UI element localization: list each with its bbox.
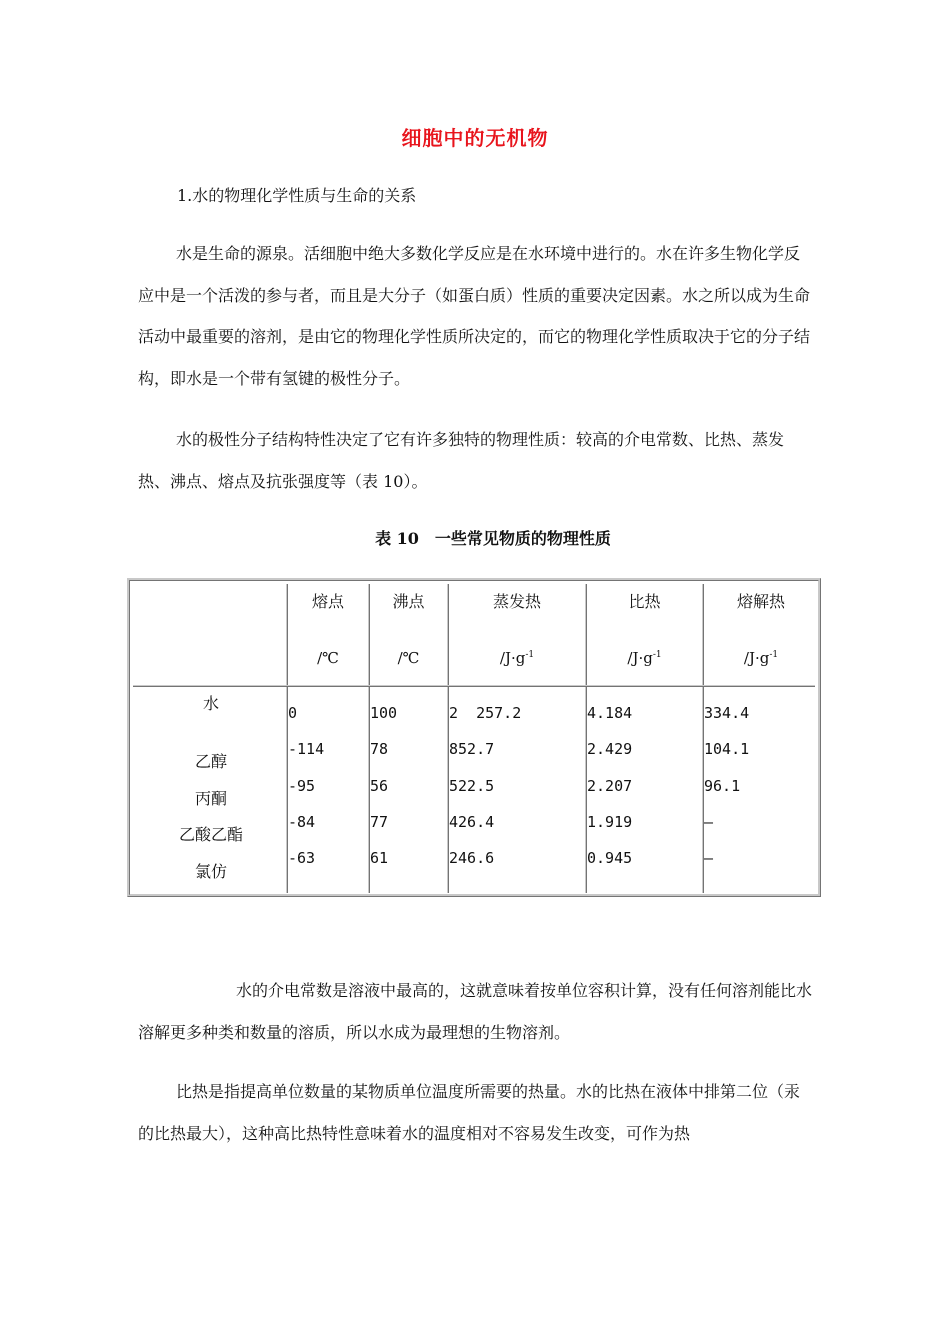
row-name-chloroform: 氯仿 xyxy=(194,862,227,881)
table-cell: 4.184 xyxy=(587,704,633,722)
paragraph-1: 水是生命的源泉。活细胞中绝大多数化学反应是在水环境中进行的。水在许多生物化学反应中是一个活泼的参与者，而且是大分子（如蛋白质）性质的重要决定因素。水之所以成为生命活动中最重要的溶剂，是由它的物理化学性质所决定的，而它的物理化学性质取决于它的分子结构，即水是一个带有氢键的极性分子。 xyxy=(138,244,811,388)
table-cell: 77 xyxy=(370,813,389,831)
table-cell: 2.207 xyxy=(587,777,633,795)
table-cell: 96.1 xyxy=(704,777,741,795)
table-cell: 1.919 xyxy=(587,813,633,831)
header-melting-point: 熔点 xyxy=(311,592,344,611)
table-cell: -114 xyxy=(288,740,325,758)
table-cell: — xyxy=(704,813,714,831)
page-title: 细胞中的无机物 xyxy=(401,126,549,150)
table-cell: 61 xyxy=(370,849,389,867)
unit-heat-of-fusion: $/J\cdot g^{-1}$ xyxy=(743,649,779,667)
paragraph-3: 水的介电常数是溶液中最高的，这就意味着按单位容积计算，没有任何溶剂能比水溶解更多种类和数量的溶质，所以水成为最理想的生物溶剂。 xyxy=(138,981,813,1042)
table-cell: 2.429 xyxy=(587,740,633,758)
header-heat-of-vaporization: 蒸发热 xyxy=(492,592,541,611)
table-cell: 522.5 xyxy=(449,777,495,795)
row-name-acetone: 丙酮 xyxy=(194,789,227,808)
unit-boiling-point: /℃ xyxy=(397,649,420,667)
table-cell: -63 xyxy=(288,849,316,867)
table-cell: 334.4 xyxy=(704,704,750,722)
row-name-ethyl-acetate: 乙酸乙酯 xyxy=(178,825,243,844)
table-cell: 104.1 xyxy=(704,740,750,758)
unit-specific-heat: $/J\cdot g^{-1}$ xyxy=(627,649,662,667)
header-heat-of-fusion: 熔解热 xyxy=(736,592,785,611)
row-name-ethanol: 乙醇 xyxy=(194,752,227,771)
paragraph-2: 水的极性分子结构特性决定了它有许多独特的物理性质：较高的介电常数、比热、蒸发热、沸点、熔点及抗张强度等（表 10）。 xyxy=(138,430,785,491)
table-cell: 0.945 xyxy=(587,849,633,867)
table-cell: 0 xyxy=(288,704,298,722)
properties-table xyxy=(127,578,821,897)
table-cell: 78 xyxy=(370,740,389,758)
table-cell: 426.4 xyxy=(449,813,495,831)
row-name-water: 水 xyxy=(202,694,219,713)
table-cell: 246.6 xyxy=(449,849,495,867)
unit-melting-point: /℃ xyxy=(317,649,339,667)
paragraph-4: 比热是指提高单位数量的某物质单位温度所需要的热量。水的比热在液体中排第二位（汞的比热最大），这种高比热特性意味着水的温度相对不容易发生改变，可作为热 xyxy=(138,1082,801,1143)
table-cell: 2 257.2 xyxy=(449,704,522,722)
table-cell: -84 xyxy=(288,813,316,831)
table-caption: 表 10 一些常见物质的物理性质 xyxy=(375,529,611,548)
unit-heat-of-vaporization: $/J\cdot g^{-1}$ xyxy=(499,649,535,667)
table-cell: 852.7 xyxy=(449,740,495,758)
table-cell: — xyxy=(704,849,714,867)
table-cell: -95 xyxy=(288,777,316,795)
table-cell: 100 xyxy=(370,704,398,722)
section-heading: 1.水的物理化学性质与生命的关系 xyxy=(177,186,417,205)
table-cell: 56 xyxy=(370,777,389,795)
header-specific-heat: 比热 xyxy=(628,592,661,611)
header-boiling-point: 沸点 xyxy=(392,592,425,611)
